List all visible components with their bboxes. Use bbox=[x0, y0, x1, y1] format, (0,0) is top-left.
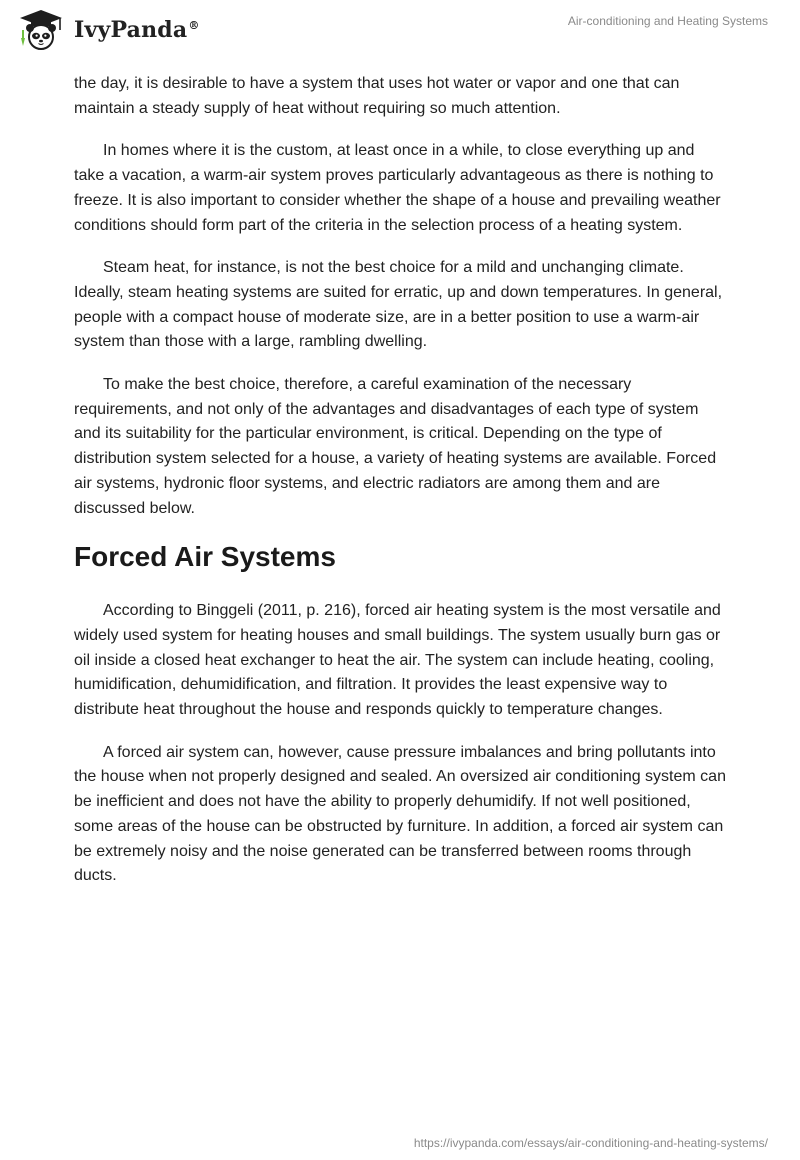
ivypanda-logo[interactable] bbox=[16, 8, 200, 52]
section-heading-forced-air-systems: Forced Air Systems bbox=[74, 541, 336, 573]
paragraph: A forced air system can, however, cause pressure imbalances and bring pollutants into the house when not properly designed and sealed. An oversized air conditioning system can be inefficient and does not have the ability to properly dehumidify. If not well positioned, some areas of the house can be obstructed by furniture. In addition, a forced air system can be extremely noisy and the noise generated can be transferred between rooms through ducts. bbox=[74, 743, 726, 885]
paragraph: Steam heat, for instance, is not the best choice for a mild and unchanging climate. Ideally, steam heating systems are suited for erratic, up and down temperatures. In general, people with a compact house of moderate size, are in a better position to use a warm-air system than those with a large, rambling dwelling. bbox=[74, 259, 723, 351]
panda-graduation-cap-icon bbox=[16, 8, 66, 52]
source-url[interactable]: https://ivypanda.com/essays/air-conditioning-and-heating-systems/ bbox=[413, 1136, 768, 1150]
page-header bbox=[0, 0, 800, 64]
running-title: Air-conditioning and Heating Systems bbox=[567, 14, 768, 28]
paragraph: According to Binggeli (2011, p. 216), forced air heating system is the most versatile and widely used system for heating houses and small buildings. The system usually burn gas or oil inside a closed heat exchanger to heat the air. The system can include heating, cooling, humidification, dehumidification, and filtration. It provides the least expensive way to distribute heat throughout the house and responds quickly to temperature changes. bbox=[74, 602, 721, 719]
brand-name: IvyPanda® bbox=[74, 17, 200, 43]
essay-content bbox=[74, 72, 726, 907]
paragraph-continuation: the day, it is desirable to have a system that uses hot water or vapor and one that can maintain a steady supply of heat without requiring so much attention. bbox=[74, 75, 680, 117]
paragraph: To make the best choice, therefore, a careful examination of the necessary requirements, and not only of the advantages and disadvantages of each type of system and its suitability for the particular environment, is critical. Depending on the type of distribution system selected for a house, a variety of heating systems are available. Forced air systems, hydronic floor systems, and electric radiators are among them and are discussed below. bbox=[74, 376, 717, 517]
registered-mark: ® bbox=[188, 18, 200, 32]
paragraph: In homes where it is the custom, at least once in a while, to close everything up and take a vacation, a warm-air system proves particularly advantageous as there is nothing to freeze. It is also important to consider whether the shape of a house and prevailing weather conditions should form part of the criteria in the selection process of a heating system. bbox=[74, 142, 721, 234]
